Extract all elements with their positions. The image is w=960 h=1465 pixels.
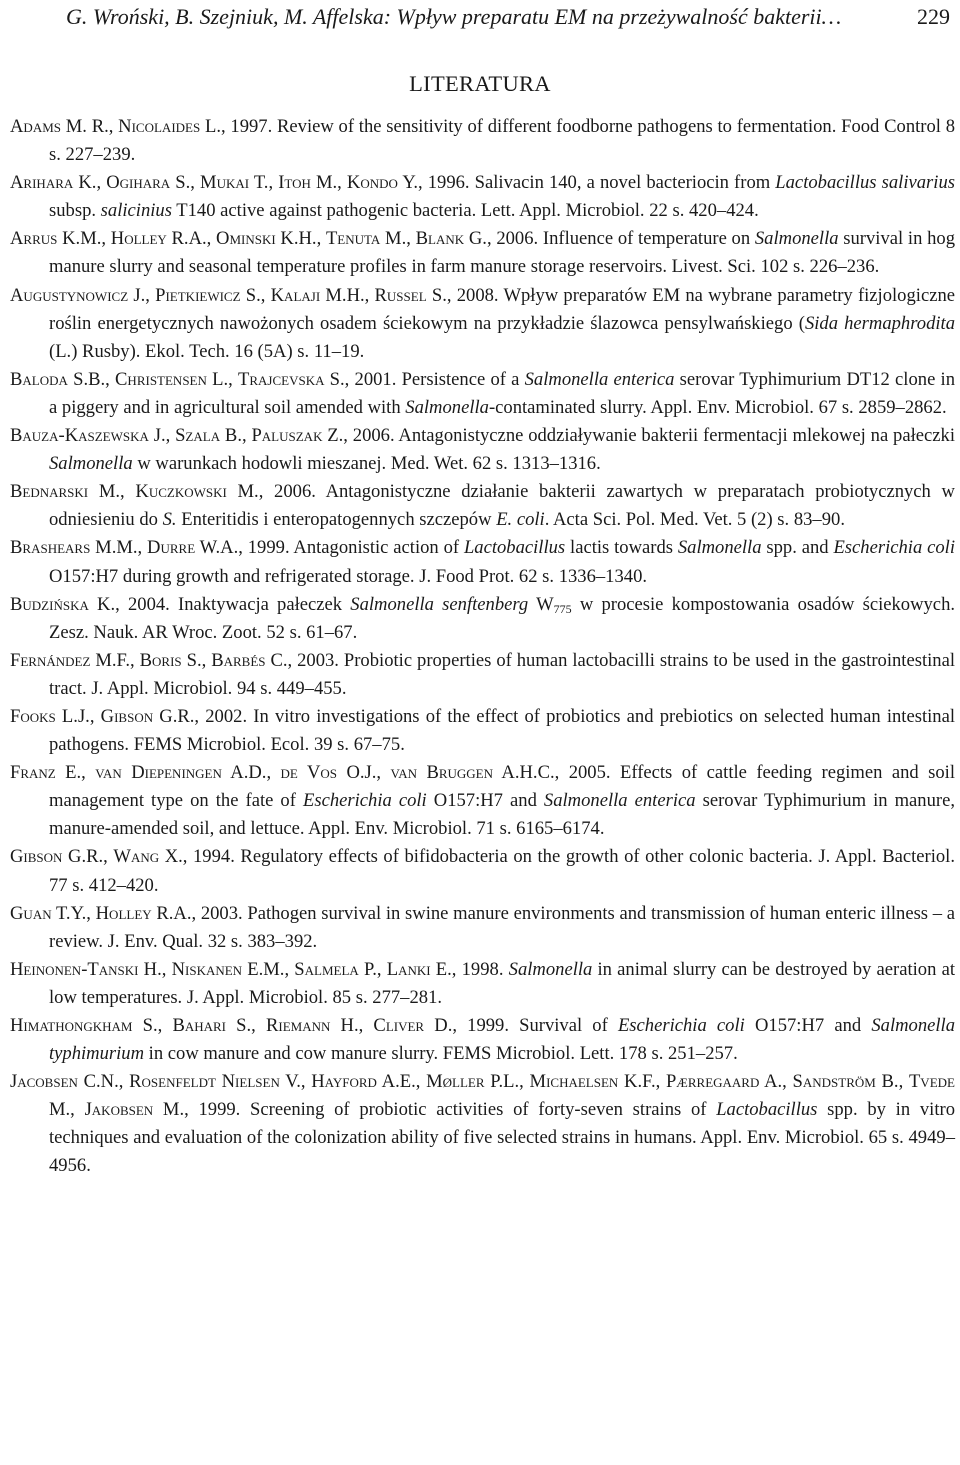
reference-text: G.R., [62,846,114,868]
reference-text: Adams [10,116,61,137]
reference-text: A.H.C., 2005. Effects of cattle feeding regimen and soil management type on the fate of [49,762,956,812]
reference-text: Budzińska [10,593,89,615]
reference-text: Cliver [373,1015,425,1036]
reference-text: Salmonella [508,958,593,980]
reference-text: D., 1999. Survival of [424,1015,618,1036]
reference-text: Salmela [294,958,359,980]
running-header [66,3,950,31]
reference-text: S., [170,172,201,194]
reference-text: Fooks [10,705,56,727]
reference-text: A.E., [376,1071,427,1093]
reference-text: T.Y., [51,902,96,924]
reference-text: Paluszak [251,425,323,447]
reference-text: Salmonella [754,228,839,250]
reference-text: Arihara [10,172,74,194]
reference-text: G.R., 2002. In vitro investigations of the effect of probiotics and prebiotics on selected human intestinal pathogens. FEMS Microbiol. Ecol. 39 s. 67–75. [49,705,956,756]
reference-entry [10,647,955,703]
reference-text: X., 1994. Regulatory effects of bifidobacteria on the growth of other colonic bacteria. J. Appl. Bacteriol. 77 s. 412–420. [49,846,955,896]
reference-text: . Acta Sci. Pol. Med. Vet. 5 (2) s. 83–90. [544,509,845,531]
reference-text: H., [138,958,172,980]
reference-text: Bednarski [10,481,89,503]
reference-text: Trajcevska [237,368,325,390]
reference-text: M.F., [90,649,140,671]
reference-entry [10,591,955,647]
reference-text: in animal slurry can be destroyed by aeration at low temperatures. J. Appl. Microbiol. 85 s. 277–281. [49,958,955,1008]
reference-text: A., [759,1071,793,1093]
reference-text: Boris [139,649,182,671]
reference-text: K.M., [57,228,111,250]
reference-text: subsp. [49,200,101,222]
reference-list [10,113,955,1181]
reference-text: Michaelsen [529,1071,619,1093]
reference-text: W [528,593,554,615]
reference-text: C.N., [77,1071,130,1093]
reference-entry [10,366,955,422]
reference-text: spp. by in vitro techniques and evaluation of the colonization ability of five selected strains in humans. Appl. Env. Microbiol. 65 s. 4949–4956. [49,1099,955,1177]
reference-text: Sandström [792,1071,876,1093]
reference-text: T140 active against pathogenic bacteria. Lett. Appl. Microbiol. 22 s. 420–424. [171,200,759,222]
reference-text: P., [358,958,387,980]
reference-text: S. [162,509,177,531]
reference-text: Ogihara [106,172,171,194]
reference-text: Hayford [311,1071,377,1093]
reference-text: Ominski [216,228,276,250]
reference-text: M., 2006. Antagonistyczne działanie bakterii zawartych w preparatach probiotycznych w odniesieniu do [49,481,955,531]
reference-text: O157:H7 during growth and refrigerated storage. J. Food Prot. 62 s. 1336–1340. [49,565,648,587]
reference-text: Z., 2006. Antagonistyczne oddziaływanie bakterii fermentacji mlekowej na pałeczki [322,425,955,447]
reference-text: Itoh [278,172,311,194]
reference-text: E.M., [242,958,295,980]
reference-text: M., [49,1099,85,1121]
reference-text: Jakobsen [84,1099,154,1121]
reference-entry [10,1068,955,1180]
reference-text: Szala [175,425,221,447]
reference-text: Salmonella senftenberg [350,593,529,615]
reference-text: V., [279,1071,312,1093]
reference-text: S., [132,1015,173,1036]
reference-text: survival in hog manure slurry and seasonal temperature profiles in farm manure storage reservoirs. Livest. Sci. 102 s. 226–236. [49,228,955,278]
reference-text: Salmonella [49,453,133,475]
reference-text: M.M., [90,537,148,559]
reference-entry [10,956,955,1012]
reference-text: L., [206,368,238,390]
running-title: G. Wroński, B. Szejniuk, M. Affelska: Wpływ preparatu EM na przeżywalność bakterii… [66,4,842,29]
reference-text: M. R., [61,116,119,137]
reference-text: A.D., [221,762,281,784]
reference-text: Rosenfeldt Nielsen [129,1071,280,1093]
reference-text: Arrus [10,228,58,250]
reference-text: S.B., [67,368,116,390]
reference-text: (L.) Rusby). Ekol. Tech. 16 (5A) s. 11–19. [49,340,365,362]
reference-text: Bahari [172,1015,227,1036]
reference-text: M.H., [320,284,375,306]
reference-text: Augustynowicz [10,284,129,306]
reference-text: serovar Typhimurium in manure, manure-amended soil, and lettuce. Appl. Env. Microbiol. 71 s. 6165–6174. [49,790,955,840]
reference-text: Heinonen-Tanski [10,958,139,980]
reference-text: lactis towards [565,537,678,559]
reference-text: salicinius [100,200,172,222]
reference-text: Salmonella [677,537,762,559]
reference-text: Bauza-Kaszewska [10,425,149,447]
reference-text: Salmonella enterica [524,368,675,390]
reference-text: O157:H7 and [744,1015,872,1036]
reference-entry [10,843,955,899]
reference-text: Lactobacillus [716,1099,818,1121]
reference-text: Franz [10,762,56,784]
reference-text: Holley [95,902,152,924]
reference-text: Pietkiewicz [155,284,241,306]
reference-text: Kuczkowski [135,481,227,503]
reference-text: Guan [10,902,52,924]
reference-text: Sida hermaphrodita [804,312,955,334]
reference-text: Tenuta [325,228,381,250]
reference-entry [10,703,955,759]
reference-text: Brashears [10,537,91,559]
reference-text: Tvede [908,1071,955,1093]
reference-text: O157:H7 and [426,790,544,812]
reference-text: K., 2004. Inaktywacja pałeczek [88,593,351,615]
reference-text: 775 [553,601,572,616]
reference-text: S., [226,1015,266,1036]
reference-text: Jacobsen [10,1071,78,1093]
reference-text: Salmonella typhimurium [49,1015,956,1065]
reference-entry [10,225,955,281]
reference-text: G., 2006. Influence of temperature on [464,228,755,250]
reference-text: Fernández [10,649,91,671]
reference-text: M., [88,481,136,503]
reference-text: Himathongkham [10,1015,133,1036]
reference-text: Kalaji [270,284,321,306]
reference-text: w procesie kompostowania osadów ściekowych. Zesz. Nauk. AR Wroc. Zoot. 52 s. 61–67. [49,593,956,643]
reference-text: Salmonella [405,396,489,418]
reference-text: Mukai [200,172,250,194]
reference-entry [10,900,955,956]
reference-text: serovar Typhimurium DT12 clone in a piggery and in agricultural soil amended with [49,368,955,418]
reference-text: B., [220,425,252,447]
reference-text: Kondo [346,172,398,194]
reference-text: Lanki [386,958,431,980]
reference-text: W.A., 1999. Antagonistic action of [195,537,464,559]
reference-text: Enteritidis i enteropatogennych szczepów [176,509,497,531]
reference-text: Y., 1996. Salivacin 140, a novel bacteriocin from [397,172,776,194]
reference-text: Lactobacillus salivarius [775,172,955,194]
reference-text: Gibson [10,846,63,868]
reference-entry [10,422,955,478]
reference-text: T., [249,172,279,194]
reference-entry [10,534,955,590]
reference-text: Pærregaard [665,1071,760,1093]
reference-text: J., [148,425,176,447]
reference-text: L., 1997. Review of the sensitivity of different foodborne pathogens to fermentation. Food Control 8 s. 227–239. [49,116,955,166]
reference-text: Niskanen [171,958,243,980]
reference-text: K.H., [275,228,326,250]
reference-text: Blank [415,228,465,250]
reference-entry [10,282,955,366]
reference-text: de Vos [280,762,338,784]
reference-entry [10,1012,955,1068]
reference-text: Durre [147,537,196,559]
reference-text: K., [73,172,107,194]
reference-text: Holley [110,228,167,250]
reference-entry [10,169,955,225]
reference-text: O.J., [337,762,391,784]
reference-text: Nicolaides [118,116,201,137]
reference-text: P.L., [484,1071,530,1093]
reference-entry [10,759,955,843]
reference-text: C., 2003. Probiotic properties of human lactobacilli strains to be used in the gastrointestinal tract. J. Appl. Microbiol. 94 s. 449–455. [49,649,955,699]
reference-text: spp. and [761,537,834,559]
reference-entry [10,478,955,534]
reference-text: M., [380,228,416,250]
reference-text: Salmonella enterica [543,790,696,812]
reference-text: S., 2008. Wpływ preparatów EM na wybrane parametry fizjologiczne roślin energetycznych nawożonych osadem ściekowym na przykładzie ślazowca pensylwańskiego ( [49,284,955,334]
reference-text: -contaminated slurry. Appl. Env. Microbiol. 67 s. 2859–2862. [488,396,947,418]
reference-entry [10,113,955,169]
reference-text: M., [310,172,347,194]
reference-text: L.J., [55,705,101,727]
reference-text: Møller [426,1071,485,1093]
reference-text: Wang [113,846,160,868]
reference-text: Barbés [211,649,266,671]
reference-text: K.F., [618,1071,666,1093]
reference-text: Escherichia coli [833,537,955,559]
reference-text: van Diepeningen [95,762,222,784]
reference-text: B., [875,1071,909,1093]
section-title: LITERATURA [409,71,551,96]
reference-text: van Bruggen [390,762,494,784]
reference-text: S., [240,284,271,306]
reference-text: Escherichia coli [302,790,427,812]
page-number: 229 [917,4,950,29]
reference-text: Russel [374,284,427,306]
reference-text: Christensen [115,368,207,390]
reference-text: E., 1998. [430,958,509,980]
reference-text: Lactobacillus [463,537,566,559]
reference-text: E. coli [496,509,545,531]
reference-text: Riemann [265,1015,331,1036]
reference-text: H., [330,1015,374,1036]
reference-text: E., [55,762,96,784]
reference-text: M., 1999. Screening of probiotic activities of forty-seven strains of [153,1099,717,1121]
reference-text: Escherichia coli [617,1015,745,1036]
reference-text: Baloda [10,368,68,390]
reference-text: in cow manure and cow manure slurry. FEMS Microbiol. Lett. 178 s. 251–257. [144,1043,738,1065]
reference-text: Gibson [100,705,154,727]
reference-text: J., [128,284,156,306]
reference-text: w warunkach hodowli mieszanej. Med. Wet. 62 s. 1313–1316. [132,453,601,475]
reference-text: R.A., 2003. Pathogen survival in swine manure environments and transmission of human enteric illness – a review. J. Env. Qual. 32 s. 383–392. [49,902,955,952]
reference-text: R.A., [166,228,217,250]
reference-text: S., [181,649,212,671]
reference-text: S., 2001. Persistence of a [324,368,525,390]
